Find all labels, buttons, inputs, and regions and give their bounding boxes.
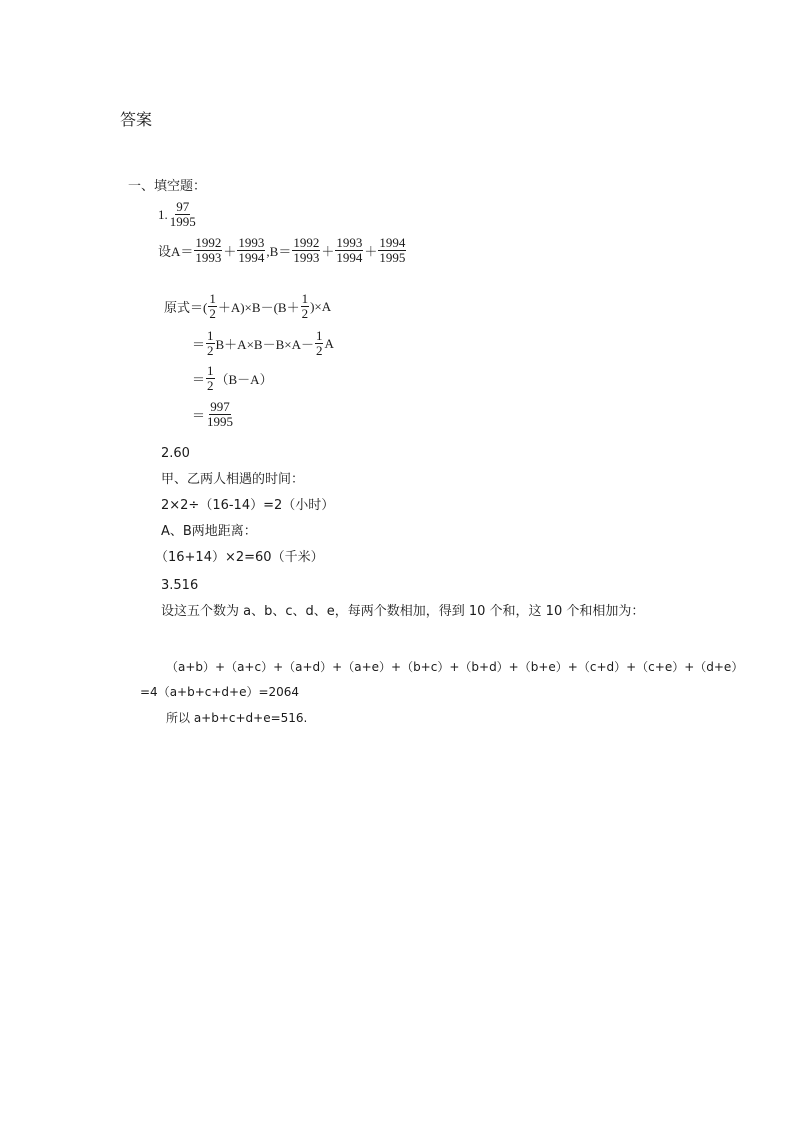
q1-step3 <box>192 364 273 393</box>
q1-label: 1. <box>158 206 168 222</box>
plus-sign: ＋ <box>223 244 237 259</box>
step2-middle: B＋A×B－B×A－ <box>215 337 314 352</box>
plus-sign: ＋ <box>364 244 378 259</box>
step1-prefix: 原式＝( <box>164 300 208 315</box>
fraction-half: $\frac{1}{2}$ <box>207 328 214 358</box>
fraction: $\frac{997}{1995}$ <box>207 399 234 429</box>
fraction-half: $\frac{1}{2}$ <box>209 291 216 321</box>
fraction-half: $\frac{1}{2}$ <box>207 363 214 393</box>
q2-label: 2.60 <box>161 446 190 461</box>
fraction: $\frac{1992}{1993}$ <box>293 235 320 265</box>
plus-sign: ＋ <box>321 244 335 259</box>
section-heading: 一、填空题： <box>128 179 207 194</box>
step3-tail: （B－A） <box>215 372 273 387</box>
step1-tail: )×A <box>310 298 332 314</box>
q2-line3: A、B两地距离： <box>161 524 257 539</box>
q3-line2: （a+b）+（a+c）+（a+d）+（a+e）+（b+c）+（b+d）+（b+e）+（c+d）+（c+e）+（d+e） <box>166 660 744 674</box>
step2-tail: A <box>324 335 334 351</box>
q2-line4: （16+14）×2=60（千米） <box>155 550 324 565</box>
let-prefix: 设A＝ <box>158 244 194 259</box>
q1-step4 <box>192 400 235 429</box>
fraction-half: $\frac{1}{2}$ <box>315 328 323 358</box>
fraction: $\frac{1993}{1994}$ <box>336 235 363 265</box>
q1-answer-fraction: $\frac{97}{1995}$ <box>169 199 196 229</box>
equals-sign: ＝ <box>192 408 206 423</box>
q3-label: 3.516 <box>161 578 199 593</box>
q1-answer <box>158 200 198 229</box>
q3-line3: =4（a+b+c+d+e）=2064 <box>140 685 300 699</box>
fraction-half: $\frac{1}{2}$ <box>301 291 309 321</box>
q3-line1: 设这五个数为 a、b、c、d、e，每两个数相加，得到 10 个和，这 10 个和相加为： <box>161 604 645 619</box>
fraction: $\frac{1994}{1995}$ <box>379 235 406 265</box>
equals-sign: ＝ <box>192 372 206 387</box>
step1-middle: ＋A)×B－(B＋ <box>217 300 300 315</box>
equals-sign: ＝ <box>192 337 206 352</box>
let-separator: ,B＝ <box>266 244 292 259</box>
q3-line4: 所以 a+b+c+d+e=516. <box>166 711 308 725</box>
fraction: $\frac{1993}{1994}$ <box>238 235 265 265</box>
page-title: 答案 <box>120 110 153 129</box>
q1-let-line <box>158 236 407 265</box>
fraction: $\frac{1992}{1993}$ <box>195 235 222 265</box>
q2-line2: 2×2÷（16-14）=2（小时） <box>161 498 335 513</box>
q1-step1 <box>164 292 331 321</box>
q1-step2 <box>192 329 334 358</box>
q2-line1: 甲、乙两人相遇的时间： <box>161 472 305 487</box>
